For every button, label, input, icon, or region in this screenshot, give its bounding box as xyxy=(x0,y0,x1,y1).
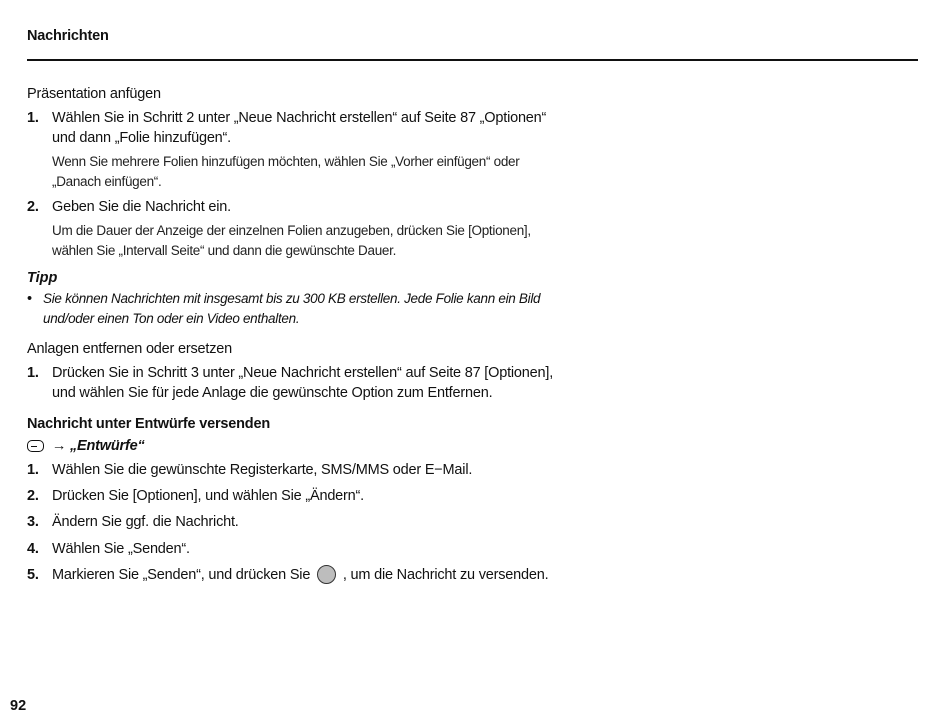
nav-arrow: → xyxy=(51,438,67,454)
step-number: 1. xyxy=(27,110,39,126)
step-text: Ändern Sie ggf. die Nachricht. xyxy=(52,514,239,530)
step5-text-before: Markieren Sie „Senden“, und drücken Sie xyxy=(52,567,311,583)
step-number: 2. xyxy=(27,488,39,504)
sec1-step-1-note-line1: Wenn Sie mehrere Folien hinzufügen möchten, wählen Sie „Vorher einfügen“ oder xyxy=(52,154,520,169)
center-key-icon xyxy=(317,565,336,584)
step-text: Wählen Sie in Schritt 2 unter „Neue Nachricht erstellen“ auf Seite 87 „Optionen“ xyxy=(52,110,547,126)
page-header-title: Nachrichten xyxy=(27,28,109,44)
step-number: 3. xyxy=(27,514,39,530)
step-number: 1. xyxy=(27,462,39,478)
step-number: 5. xyxy=(27,567,39,583)
step-text: und wählen Sie für jede Anlage die gewünschte Option zum Entfernen. xyxy=(52,385,493,401)
tip-text-line2: und/oder einen Ton oder ein Video enthalten. xyxy=(43,311,300,326)
step-number: 1. xyxy=(27,365,39,381)
step-text: Wählen Sie „Senden“. xyxy=(52,541,190,557)
section-title-praesentation: Präsentation anfügen xyxy=(27,86,161,102)
page-number: 92 xyxy=(10,698,27,714)
tip-text-line1: Sie können Nachrichten mit insgesamt bis zu 300 KB erstellen. Jede Folie kann ein Bild xyxy=(43,291,541,306)
menu-key-icon xyxy=(27,440,44,452)
section-title-entwuerfe: Nachricht unter Entwürfe versenden xyxy=(27,416,270,432)
step-text: und dann „Folie hinzufügen“. xyxy=(52,130,231,146)
step-text: Geben Sie die Nachricht ein. xyxy=(52,199,231,215)
step-text: Drücken Sie [Optionen], und wählen Sie „Ändern“. xyxy=(52,488,364,504)
sec1-step-1-note-line2: „Danach einfügen“. xyxy=(52,174,162,189)
step5-text-after: , um die Nachricht zu versenden. xyxy=(342,567,549,583)
step-text xyxy=(52,565,548,585)
step-number: 2. xyxy=(27,199,39,215)
step-number: 4. xyxy=(27,541,39,557)
nav-target: „Entwürfe“ xyxy=(70,438,145,454)
sec1-step-2-note-line2: wählen Sie „Intervall Seite“ und dann die gewünschte Dauer. xyxy=(52,243,397,258)
step-text: Drücken Sie in Schritt 3 unter „Neue Nachricht erstellen“ auf Seite 87 [Optionen], xyxy=(52,365,554,381)
step-text: Wählen Sie die gewünschte Registerkarte, SMS/MMS oder E−Mail. xyxy=(52,462,473,478)
nav-path xyxy=(27,436,145,456)
sec1-step-2-note-line1: Um die Dauer der Anzeige der einzelnen Folien anzugeben, drücken Sie [Optionen], xyxy=(52,223,531,238)
header-rule xyxy=(27,59,918,61)
section-title-anlagen: Anlagen entfernen oder ersetzen xyxy=(27,341,233,357)
tip-title: Tipp xyxy=(27,270,58,286)
tip-bullet: • xyxy=(27,291,32,307)
